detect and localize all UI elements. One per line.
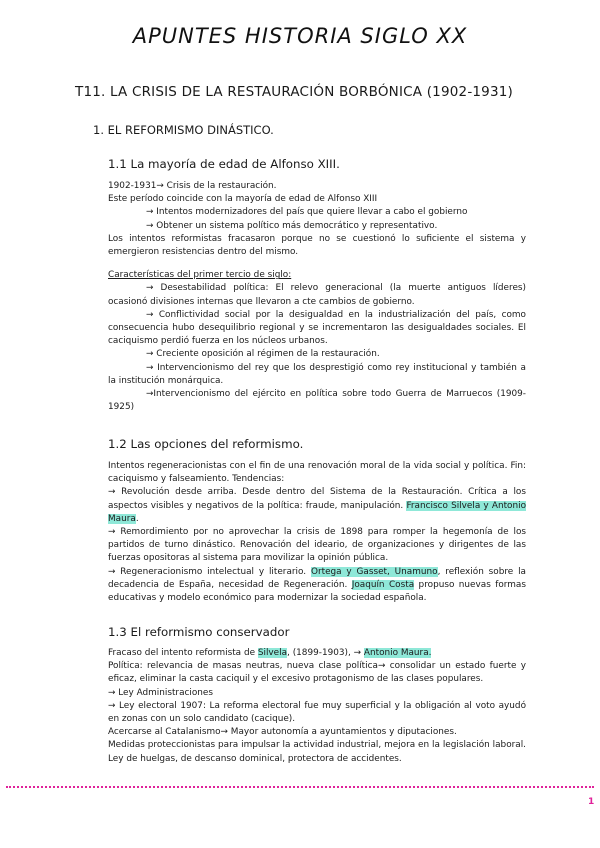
highlight: Antonio Maura.: [363, 648, 432, 658]
text-line: → Obtener un sistema político más democrático y representativo.: [146, 220, 438, 231]
text-paragraph: → Revolución desde arriba. Desde dentro del Sistema de la Restauración. Crítica a los aspectos visibles y negativos de la política: fraude, manipulación. Francisco Silvela y Antonio Maura.: [108, 487, 526, 524]
subsection-2-body: [108, 460, 526, 605]
text-paragraph: Medidas proteccionistas para impulsar la actividad industrial, mejora en la legislación laboral. Ley de huelgas, de descanso dominical, protectora de accidentes.: [108, 740, 526, 764]
text-paragraph: → Ley Administraciones: [108, 687, 214, 698]
text-paragraph: → Regeneracionismo intelectual y literario. Ortega y Gasset, Unamuno, reflexión sobre la decadencia de España, necesidad de Regeneración. Joaquín Costa propuso nuevas formas educativas y modelo económico para modernizar la sociedad española.: [108, 566, 526, 604]
text-paragraph: Intentos regeneracionistas con el fin de una renovación moral de la vida social y política. Fin: caciquismo y falseamiento. Tendencias:: [108, 461, 526, 485]
highlight: Joaquín Costa: [351, 579, 415, 590]
text-paragraph: Acercarse al Catalanismo→ Mayor autonomía a ayuntamientos y diputaciones.: [108, 727, 457, 738]
characteristic-item: →Intervencionismo del ejército en política sobre todo Guerra de Marruecos (1909-1925): [108, 389, 526, 413]
text-paragraph: → Remordimiento por no aprovechar la crisis de 1898 para romper la hegemonía de los partidos de turno dinástico. Renovación del ideario, de organizaciones y dirigentes de las fuerzas opositoras al sistema para movilizar la opinión pública.: [108, 527, 526, 564]
subsection-2-heading: 1.2 Las opciones del reformismo.: [108, 437, 304, 451]
text-paragraph: Política: relevancia de masas neutras, nueva clase política→ consolidar un estado fuerte y eficaz, eliminar la casta caciquil y el excesivo protagonismo de las clases populares.: [108, 661, 526, 685]
text-paragraph: → Ley electoral 1907: La reforma electoral fue muy superficial y la obligación al voto ayudó en zonas con un solo candidato (cacique).: [108, 700, 526, 725]
chapter-heading: T11. LA CRISIS DE LA RESTAURACIÓN BORBÓNICA (1902-1931): [75, 84, 514, 100]
section-heading: 1. EL REFORMISMO DINÁSTICO.: [93, 123, 274, 137]
highlight: Francisco Silvela y Antonio Maura: [108, 500, 526, 524]
characteristic-item: → Intervencionismo del rey que los desprestigió como rey institucional y también a la institución monárquica.: [108, 362, 526, 386]
bottom-dotted-divider: [6, 786, 594, 788]
subsection-1-heading: 1.1 La mayoría de edad de Alfonso XIII.: [108, 157, 340, 171]
characteristic-item: → Desestabilidad política: El relevo generacional (la muerte antiguos líderes) ocasionó divisiones internas que llevaron a cte cambios de gobierno.: [108, 283, 526, 307]
subsection-1-body: [108, 180, 526, 414]
subsection-3-body: [108, 647, 526, 766]
page-title: APUNTES HISTORIA SIGLO XX: [0, 24, 600, 48]
text-line: → Intentos modernizadores del país que quiere llevar a cabo el gobierno: [146, 207, 468, 218]
characteristic-item: → Creciente oposición al régimen de la restauración.: [146, 349, 380, 360]
subsection-3-heading: 1.3 El reformismo conservador: [108, 625, 290, 639]
page-number: 1: [588, 797, 595, 807]
highlight: Silvela: [257, 648, 288, 658]
text-paragraph: Los intentos reformistas fracasaron porque no se cuestionó lo suficiente el sistema y emergieron resistencias dentro del mismo.: [108, 233, 526, 258]
text-line: Este período coincide con la mayoría de edad de Alfonso XIII: [108, 194, 378, 205]
highlight: Ortega y Gasset, Unamuno: [310, 566, 438, 577]
characteristics-heading: Características del primer tercio de siglo:: [108, 270, 292, 281]
text-line: 1902-1931→ Crisis de la restauración.: [108, 181, 277, 191]
characteristic-item: → Conflictividad social por la desigualdad en la industrialización del país, como consecuencia hubo desequilibrio regional y se incrementaron las desigualdades sociales. El caciquismo perdió fuerza en los núcleos urbanos.: [108, 309, 526, 347]
text-paragraph: Fracaso del intento reformista de Silvela, (1899-1903), → Antonio Maura.: [108, 648, 432, 658]
